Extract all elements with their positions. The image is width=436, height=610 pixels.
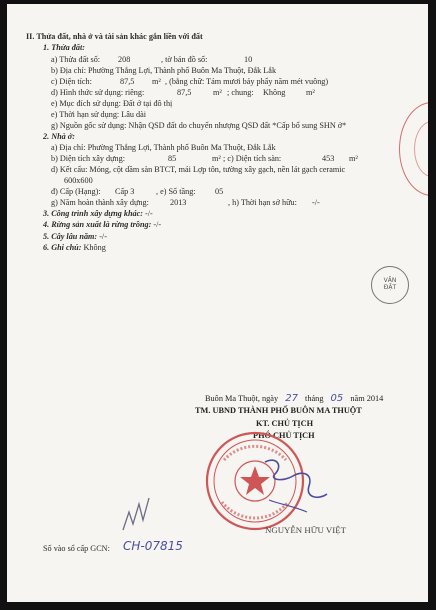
house-build-area-label: b) Diện tích xây dựng:: [51, 154, 126, 163]
house-structure-cont: 600x600: [64, 176, 93, 185]
house-year-label: g) Năm hoàn thành xây dựng:: [51, 198, 149, 207]
house-floors-label: , e) Số tầng:: [156, 187, 196, 196]
land-term: e) Thời hạn sử dụng: Lâu dài: [51, 110, 147, 119]
land-parcel-label: a) Thửa đất số:: [51, 55, 101, 64]
land-use-private-value: 87,5: [177, 88, 192, 97]
item-label: 5. Cây lâu năm:: [43, 232, 98, 241]
date-year-label: năm 2014: [350, 394, 384, 403]
section-title: II. Thửa đất, nhà ở và tài sản khác gắn liền với đất: [26, 32, 203, 41]
house-grade-value: Cấp 3: [115, 187, 135, 196]
land-area-unit: m²: [152, 77, 161, 86]
land-area-label: c) Diện tích:: [51, 77, 92, 86]
mini-stamp-text: VĂN ĐẶT: [383, 277, 397, 291]
item-label: 4. Rừng sản xuất là rừng trồng:: [43, 220, 152, 229]
date-month-label: tháng: [305, 394, 324, 403]
land-purpose: e) Mục đích sử dụng: Đất ở tại đô thị: [51, 99, 173, 108]
item-label: 6. Ghi chú:: [43, 243, 82, 252]
land-title: 1. Thửa đất:: [43, 43, 85, 52]
item-value: Không: [83, 243, 106, 252]
land-use-private-unit: m²: [213, 88, 222, 97]
house-floors-value: 05: [215, 187, 224, 196]
registry-value: CH-07815: [123, 539, 183, 553]
date-month: 05: [330, 393, 344, 404]
item-perennial-trees: [43, 232, 107, 242]
left-ink-mark: [119, 494, 155, 534]
edge-red-stamp: [399, 102, 428, 196]
land-parcel-value: 208: [118, 55, 131, 64]
house-floor-area-value: 453: [322, 154, 335, 163]
land-area-value: 87,5: [120, 77, 135, 86]
item-other-construction: [43, 209, 153, 219]
signer-name: NGUYỄN HỮU VIỆT: [265, 525, 346, 535]
land-use-shared-label: ; chung:: [227, 88, 254, 97]
item-value: -/-: [99, 232, 107, 241]
place-date-prefix: Buôn Ma Thuột, ngày: [205, 394, 279, 403]
house-title: 2. Nhà ở:: [43, 132, 75, 141]
house-build-area-unit: m²: [212, 154, 221, 163]
house-floor-area-unit: m²: [349, 154, 358, 163]
land-use-shared-value: Không: [263, 88, 286, 97]
signing-role: PHÓ CHỦ TỊCH: [253, 431, 315, 440]
house-build-area-value: 85: [168, 154, 177, 163]
land-row-a: [51, 55, 100, 65]
land-use-shared-unit: m²: [306, 88, 315, 97]
signing-kt: KT. CHỦ TỊCH: [256, 419, 314, 428]
item-label: 3. Công trình xây dựng khác:: [43, 209, 143, 218]
item-value: -/-: [145, 209, 153, 218]
item-value: -/-: [153, 220, 162, 229]
house-grade-label: đ) Cấp (Hạng):: [51, 187, 101, 196]
date-day: 27: [285, 393, 298, 404]
house-floor-area-label: ; c) Diện tích sàn:: [223, 154, 282, 163]
land-map-label: , tờ bản đồ số:: [161, 55, 208, 64]
land-area-words: , (bằng chữ: Tám mươi bảy phẩy năm mét vuông): [165, 77, 329, 86]
certificate-page: [7, 4, 428, 602]
land-address: b) Địa chỉ: Phường Thắng Lợi, Thành phố Buôn Ma Thuột, Đắk Lắk: [51, 66, 277, 75]
house-year-value: 2013: [170, 198, 187, 207]
house-ownership-term-value: -/-: [312, 198, 320, 207]
handwritten-signature: [259, 452, 331, 522]
land-map-value: 10: [244, 55, 253, 64]
registration-mini-stamp: [371, 266, 409, 304]
signing-organization: TM. UBND THÀNH PHỐ BUÔN MA THUỘT: [195, 406, 362, 415]
item-planted-forest: [43, 220, 161, 230]
house-address: a) Địa chỉ: Phường Thắng Lợi, Thành phố Buôn Ma Thuột, Đắk Lắk: [51, 143, 276, 152]
house-structure: d) Kết cấu: Móng, cột dầm sàn BTCT, mái Lợp tôn, tường xây gạch, nền lát gạch ceramic: [51, 165, 346, 174]
land-origin: g) Nguồn gốc sử dụng: Nhận QSD đất do chuyển nhượng QSD đất *Cấp bổ sung SHN ở*: [51, 121, 347, 130]
house-ownership-term-label: , h) Thời hạn sở hữu:: [228, 198, 297, 207]
place-date: [205, 393, 383, 404]
item-notes: [43, 243, 106, 253]
land-use-form-label: d) Hình thức sử dụng: riêng:: [51, 88, 145, 97]
registry-label: Số vào sổ cấp GCN:: [43, 544, 110, 553]
